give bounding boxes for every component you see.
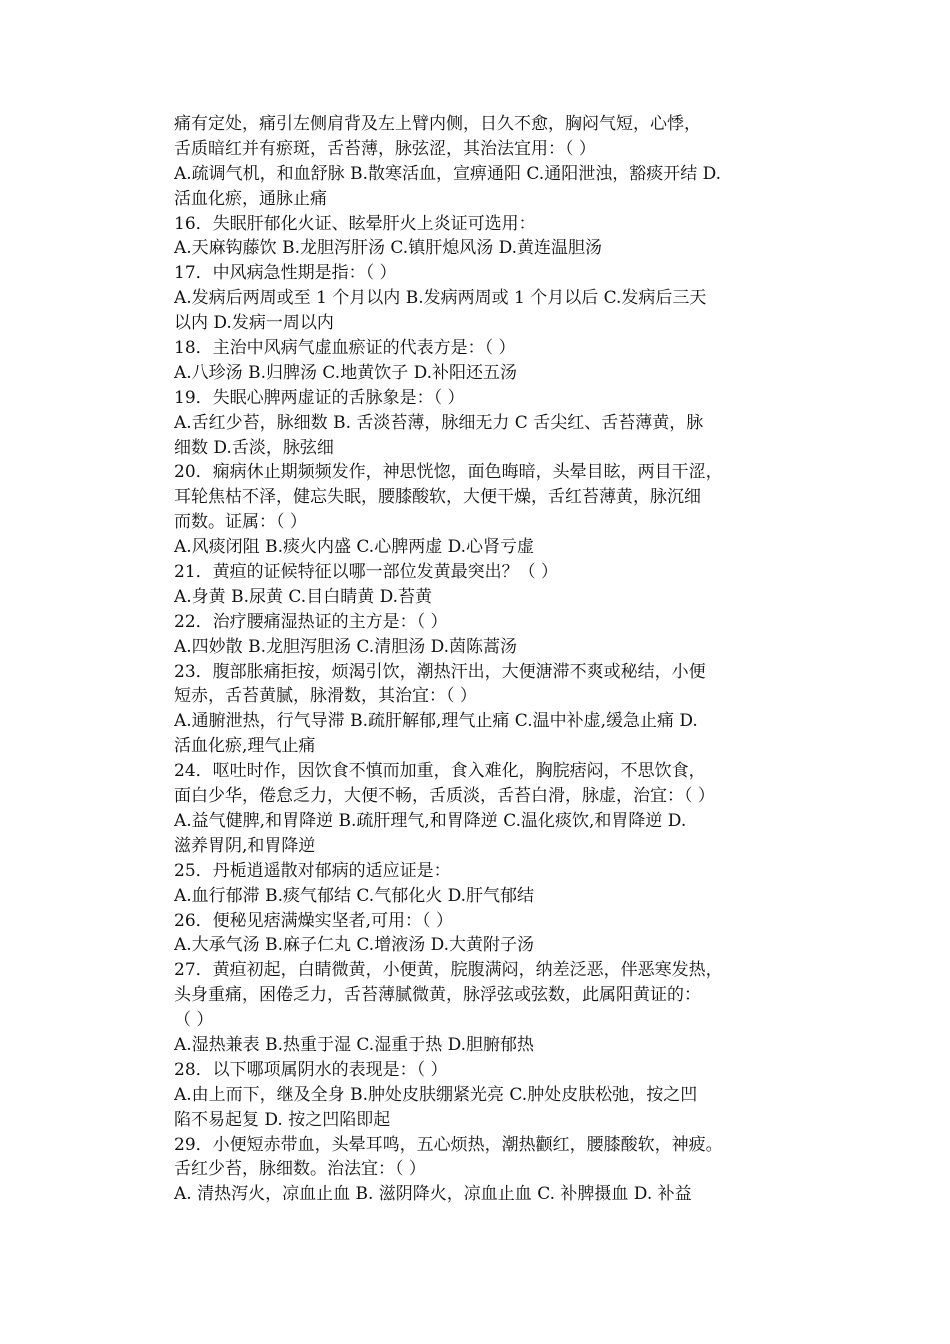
answer-options-line: 以内 D.发病一周以内 [174, 313, 334, 334]
answer-options-line: 活血化瘀，通脉止痛 [174, 188, 327, 209]
question-23: 23．腹部胀痛拒按，烦渴引饮，潮热汗出，大便溏滞不爽或秘结，小便 [174, 661, 706, 682]
answer-options-line: A.四妙散 B.龙胆泻胆汤 C.清胆汤 D.茵陈蒿汤 [174, 636, 518, 657]
document-body [174, 112, 786, 1207]
question-19: 19．失眠心脾两虚证的舌脉象是：（ ） [174, 387, 465, 408]
answer-options-line: A.疏调气机，和血舒脉 B.散寒活血，宣痹通阳 C.通阳泄浊，豁痰开结 D. [174, 163, 722, 184]
answer-options-line: A.天麻钩藤饮 B.龙胆泻肝汤 C.镇肝熄风汤 D.黄连温胆汤 [174, 238, 603, 259]
answer-options-line: A.舌红少苔，脉细数 B. 舌淡苔薄，脉细无力 C 舌尖红、舌苔薄黄，脉 [174, 412, 704, 433]
answer-options-line: 细数 D.舌淡，脉弦细 [174, 437, 334, 458]
question-26: 26．便秘见痞满燥实坚者,可用：（ ） [174, 910, 453, 931]
question-22: 22．治疗腰痛湿热证的主方是：（ ） [174, 611, 448, 632]
question-18: 18．主治中风病气虚血瘀证的代表方是：（ ） [174, 338, 516, 359]
answer-options-line: A.湿热兼表 B.热重于湿 C.湿重于热 D.胆腑郁热 [174, 1034, 535, 1055]
question-20-text: 而数。证属：（ ） [174, 512, 307, 533]
question-23-text: 短赤，舌苔黄腻，脉滑数，其治宜：（ ） [174, 686, 477, 707]
answer-options-line: A.身黄 B.尿黄 C.目白睛黄 D.苔黄 [174, 586, 433, 607]
answer-options-line: A.益气健脾,和胃降逆 B.疏肝理气,和胃降逆 C.温化痰饮,和胃降逆 D. [174, 810, 687, 831]
answer-options-line: A.血行郁滞 B.痰气郁结 C.气郁化火 D.肝气郁结 [174, 885, 535, 906]
answer-options-line: A.大承气汤 B.麻子仁丸 C.增液汤 D.大黄附子汤 [174, 935, 535, 956]
question-17: 17．中风病急性期是指：（ ） [174, 263, 397, 284]
question-29-text: 舌红少苔，脉细数。治法宜：（ ） [174, 1159, 426, 1180]
question-27: 27．黄疸初起，白睛微黄，小便黄，脘腹满闷，纳差泛恶，伴恶寒发热， [174, 960, 723, 981]
question-20: 20．痫病休止期频频发作，神思恍惚，面色晦暗，头晕目眩，两目干涩， [174, 462, 723, 483]
question-24-text: 面白少华，倦怠乏力，大便不畅，舌质淡，舌苔白滑，脉虚，治宜：（ ） [174, 786, 715, 807]
question-25: 25．丹栀逍遥散对郁病的适应证是： [174, 860, 451, 881]
answer-options-line: A.发病后两周或至 1 个月以内 B.发病两周或 1 个月以后 C.发病后三天 [174, 288, 707, 309]
question-16: 16．失眠肝郁化火证、眩晕肝火上炎证可选用： [174, 213, 536, 234]
answer-options-line: 陷不易起复 D. 按之凹陷即起 [174, 1109, 391, 1130]
question-20-text: 耳轮焦枯不泽，健忘失眠，腰膝酸软，大便干燥，舌红苔薄黄，脉沉细 [174, 487, 701, 508]
question-28: 28．以下哪项属阴水的表现是：（ ） [174, 1059, 448, 1080]
question-24: 24．呕吐时作，因饮食不慎而加重，食入难化，胸脘痞闷，不思饮食， [174, 761, 706, 782]
question-29: 29．小便短赤带血，头晕耳鸣，五心烦热，潮热颧红，腰膝酸软，神疲。 [174, 1134, 723, 1155]
answer-options-line: A.通腑泄热，行气导滞 B.疏肝解郁,理气止痛 C.温中补虚,缓急止痛 D. [174, 711, 698, 732]
answer-options-line: 滋养胃阴,和胃降逆 [174, 835, 316, 856]
answer-options-line: 活血化瘀,理气止痛 [174, 736, 316, 757]
text-line: 痛有定处，痛引左侧肩背及左上臂内侧，日久不愈，胸闷气短，心悸， [174, 114, 701, 134]
text-line: 舌质暗红并有瘀斑，舌苔薄，脉弦涩，其治法宜用：（ ） [174, 138, 596, 159]
answer-options-line: A. 清热泻火，凉血止血 B. 滋阴降火，凉血止血 C. 补脾摄血 D. 补益 [174, 1184, 692, 1205]
answer-options-line: A.风痰闭阻 B.痰火内盛 C.心脾两虚 D.心肾亏虚 [174, 537, 535, 558]
question-27-text: 头身重痛，困倦乏力，舌苔薄腻微黄，脉浮弦或弦数，此属阳黄证的： [174, 985, 701, 1006]
question-27-text: （ ） [174, 1010, 214, 1031]
question-21: 21．黄疸的证候特征以哪一部位发黄最突出？（ ） [174, 562, 559, 583]
answer-options-line: A.由上而下，继及全身 B.肿处皮肤绷紧光亮 C.肿处皮肤松弛，按之凹 [174, 1084, 698, 1105]
answer-options-line: A.八珍汤 B.归脾汤 C.地黄饮子 D.补阳还五汤 [174, 362, 518, 383]
